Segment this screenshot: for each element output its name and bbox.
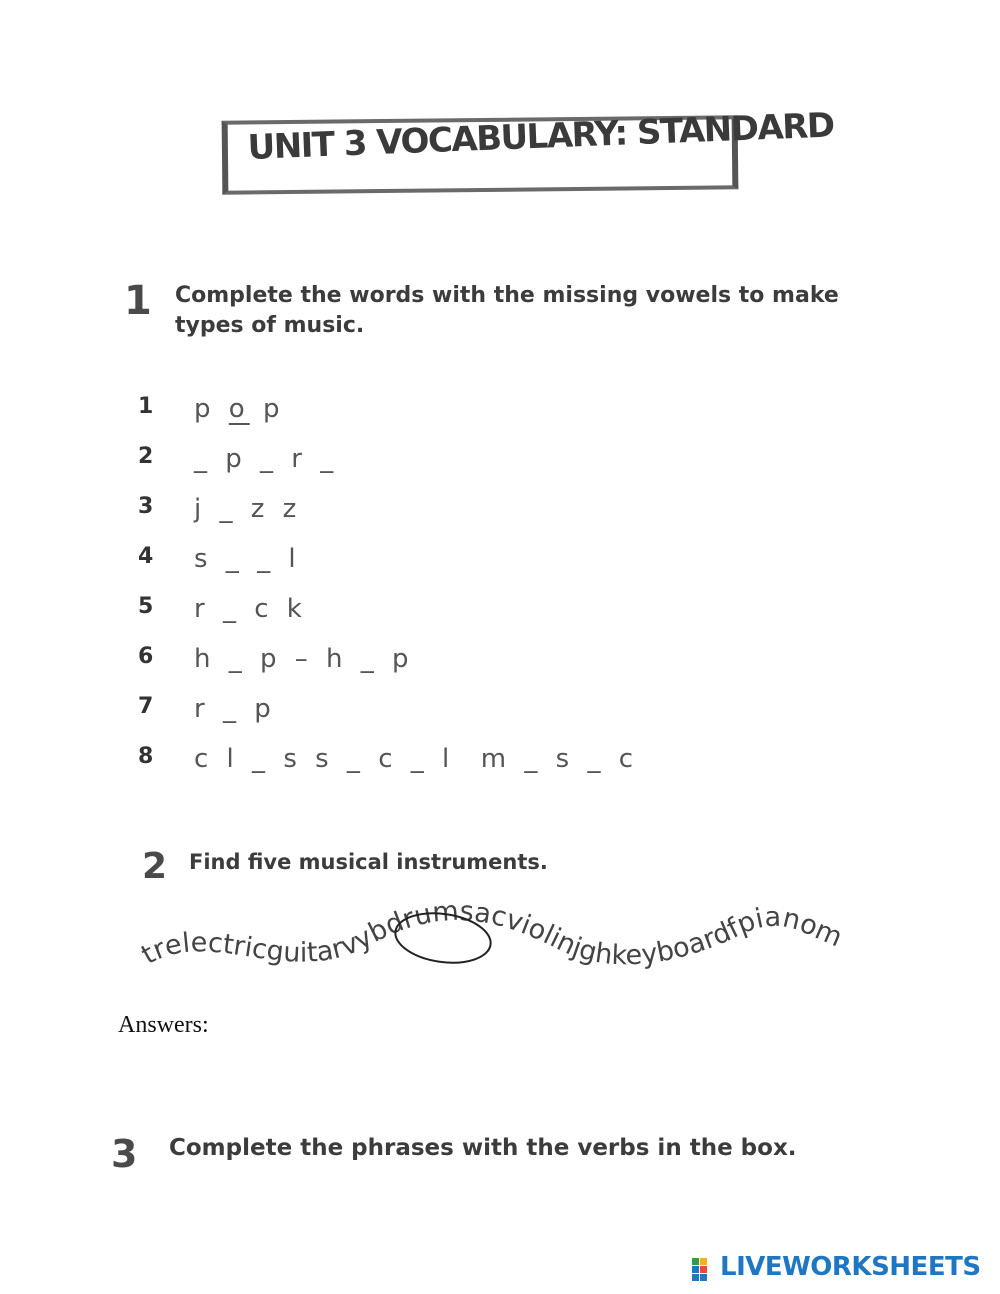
item-number: 8 xyxy=(138,744,154,769)
liveworksheets-logo xyxy=(690,1252,990,1288)
item-word[interactable]: h _ p – h _ p xyxy=(194,644,414,674)
word-snake xyxy=(120,895,900,1005)
page-title: UNIT 3 VOCABULARY: STANDARD xyxy=(246,105,835,168)
item-number: 1 xyxy=(138,394,154,419)
logo-text: LIVEWORKSHEETS xyxy=(720,1252,981,1282)
item-number: 5 xyxy=(138,594,154,619)
item-word[interactable]: c l _ s s _ c _ l m _ s _ c xyxy=(194,744,639,774)
item-word xyxy=(194,394,284,424)
section-1-instruction-line1: Complete the words with the missing vowels to make xyxy=(175,283,839,308)
item-number: 3 xyxy=(138,494,154,519)
section-3-number: 3 xyxy=(111,1132,138,1176)
item-word[interactable]: r _ p xyxy=(194,694,276,724)
list-item-5 xyxy=(138,594,738,628)
item-word[interactable]: r _ c k xyxy=(194,594,307,624)
item-word-after: p xyxy=(249,394,285,424)
section-1-instruction-line2: types of music. xyxy=(175,313,365,338)
section-1-number: 1 xyxy=(124,278,152,324)
answers-label: Answers: xyxy=(118,1012,209,1038)
item-word-before: p xyxy=(194,394,229,424)
list-item-6 xyxy=(138,644,738,678)
section-2-number: 2 xyxy=(142,846,168,887)
list-item-7 xyxy=(138,694,738,728)
list-item-3 xyxy=(138,494,738,528)
item-number: 7 xyxy=(138,694,154,719)
list-item-8 xyxy=(138,744,778,778)
item-word[interactable]: s _ _ l xyxy=(194,544,301,574)
liveworksheets-logo-icon xyxy=(692,1258,716,1282)
list-item-1 xyxy=(138,394,738,428)
item-word[interactable]: _ p _ r _ xyxy=(194,444,339,474)
item-number: 2 xyxy=(138,444,154,469)
word-snake-text xyxy=(136,896,846,972)
section-2-instruction: Find five musical instruments. xyxy=(189,850,548,874)
item-example-answer: o xyxy=(228,394,250,424)
list-item-4 xyxy=(138,544,738,578)
word-snake-letters: trelectricguitarvybdrumsacviolinjghkeyboardfpianom xyxy=(136,895,847,972)
item-word[interactable]: j _ z z xyxy=(194,494,302,524)
list-item-2 xyxy=(138,444,738,478)
item-number: 6 xyxy=(138,644,154,669)
section-3-instruction: Complete the phrases with the verbs in the box. xyxy=(169,1135,797,1161)
item-number: 4 xyxy=(138,544,154,569)
